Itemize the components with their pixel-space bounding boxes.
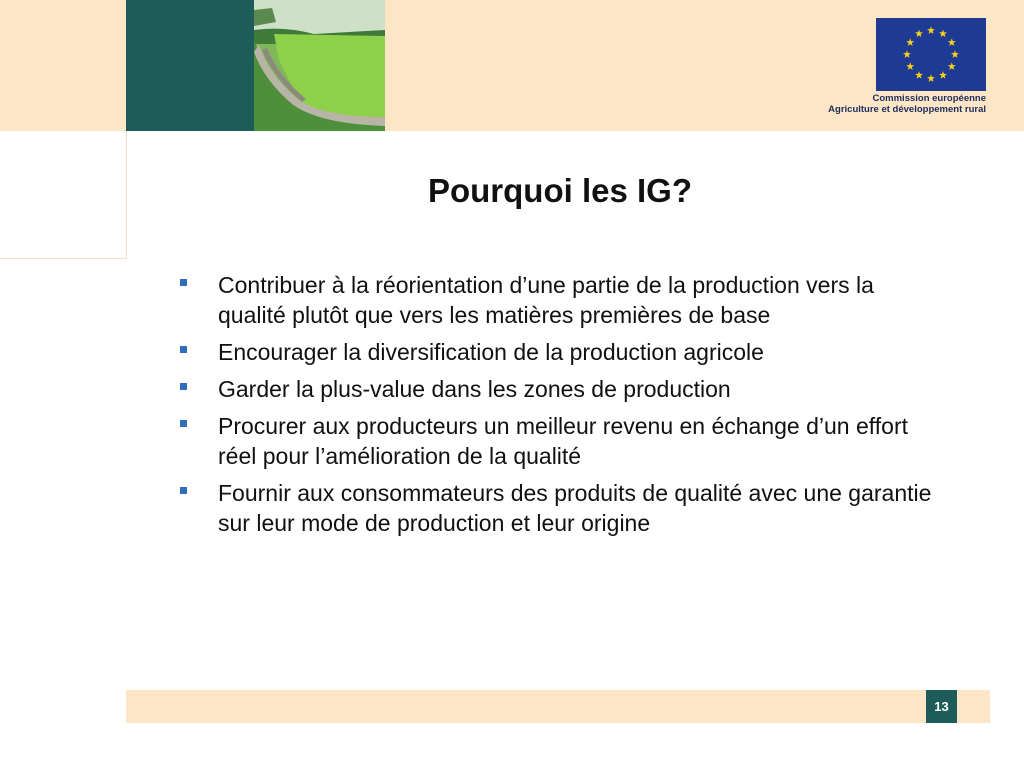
bullet-text: Procurer aux producteurs un meilleur revenu en échange d’un effort réel pour l’amélioration de la qualité	[218, 413, 908, 469]
bullet-item	[178, 411, 938, 471]
eu-flag-icon	[876, 18, 986, 91]
eu-star-icon	[927, 74, 935, 82]
bullet-list	[178, 270, 938, 545]
eu-star-icon	[927, 26, 935, 34]
organization-line-1: Commission européenne	[872, 93, 986, 104]
eu-star-icon	[906, 62, 914, 70]
frame-line-horizontal	[0, 258, 127, 259]
eu-star-icon	[915, 71, 923, 79]
organization-name	[828, 93, 986, 115]
eu-star-icon	[939, 71, 947, 79]
slide-title: Pourquoi les IG?	[427, 172, 693, 209]
header-teal-block	[126, 0, 254, 131]
square-bullet-icon	[180, 346, 187, 353]
eu-star-icon	[903, 50, 911, 58]
bullet-item	[178, 270, 938, 330]
landscape-photo	[254, 0, 385, 131]
bullet-item	[178, 374, 938, 404]
bullet-item	[178, 337, 938, 367]
bullet-text: Garder la plus-value dans les zones de production	[218, 376, 731, 402]
eu-star-icon	[906, 38, 914, 46]
page-number: 13	[926, 690, 957, 723]
square-bullet-icon	[180, 487, 187, 494]
square-bullet-icon	[180, 420, 187, 427]
footer-band	[126, 690, 990, 723]
eu-star-icon	[948, 62, 956, 70]
organization-line-2: Agriculture et développement rural	[828, 104, 986, 115]
eu-star-icon	[951, 50, 959, 58]
square-bullet-icon	[180, 383, 187, 390]
eu-star-icon	[939, 30, 947, 38]
eu-star-icon	[948, 38, 956, 46]
bullet-text: Encourager la diversification de la production agricole	[218, 339, 764, 365]
eu-star-icon	[915, 30, 923, 38]
bullet-item	[178, 478, 938, 538]
bullet-text: Contribuer à la réorientation d’une partie de la production vers la qualité plutôt que vers les matières premières de base	[218, 272, 874, 328]
bullet-text: Fournir aux consommateurs des produits de qualité avec une garantie sur leur mode de production et leur origine	[218, 480, 932, 536]
square-bullet-icon	[180, 279, 187, 286]
